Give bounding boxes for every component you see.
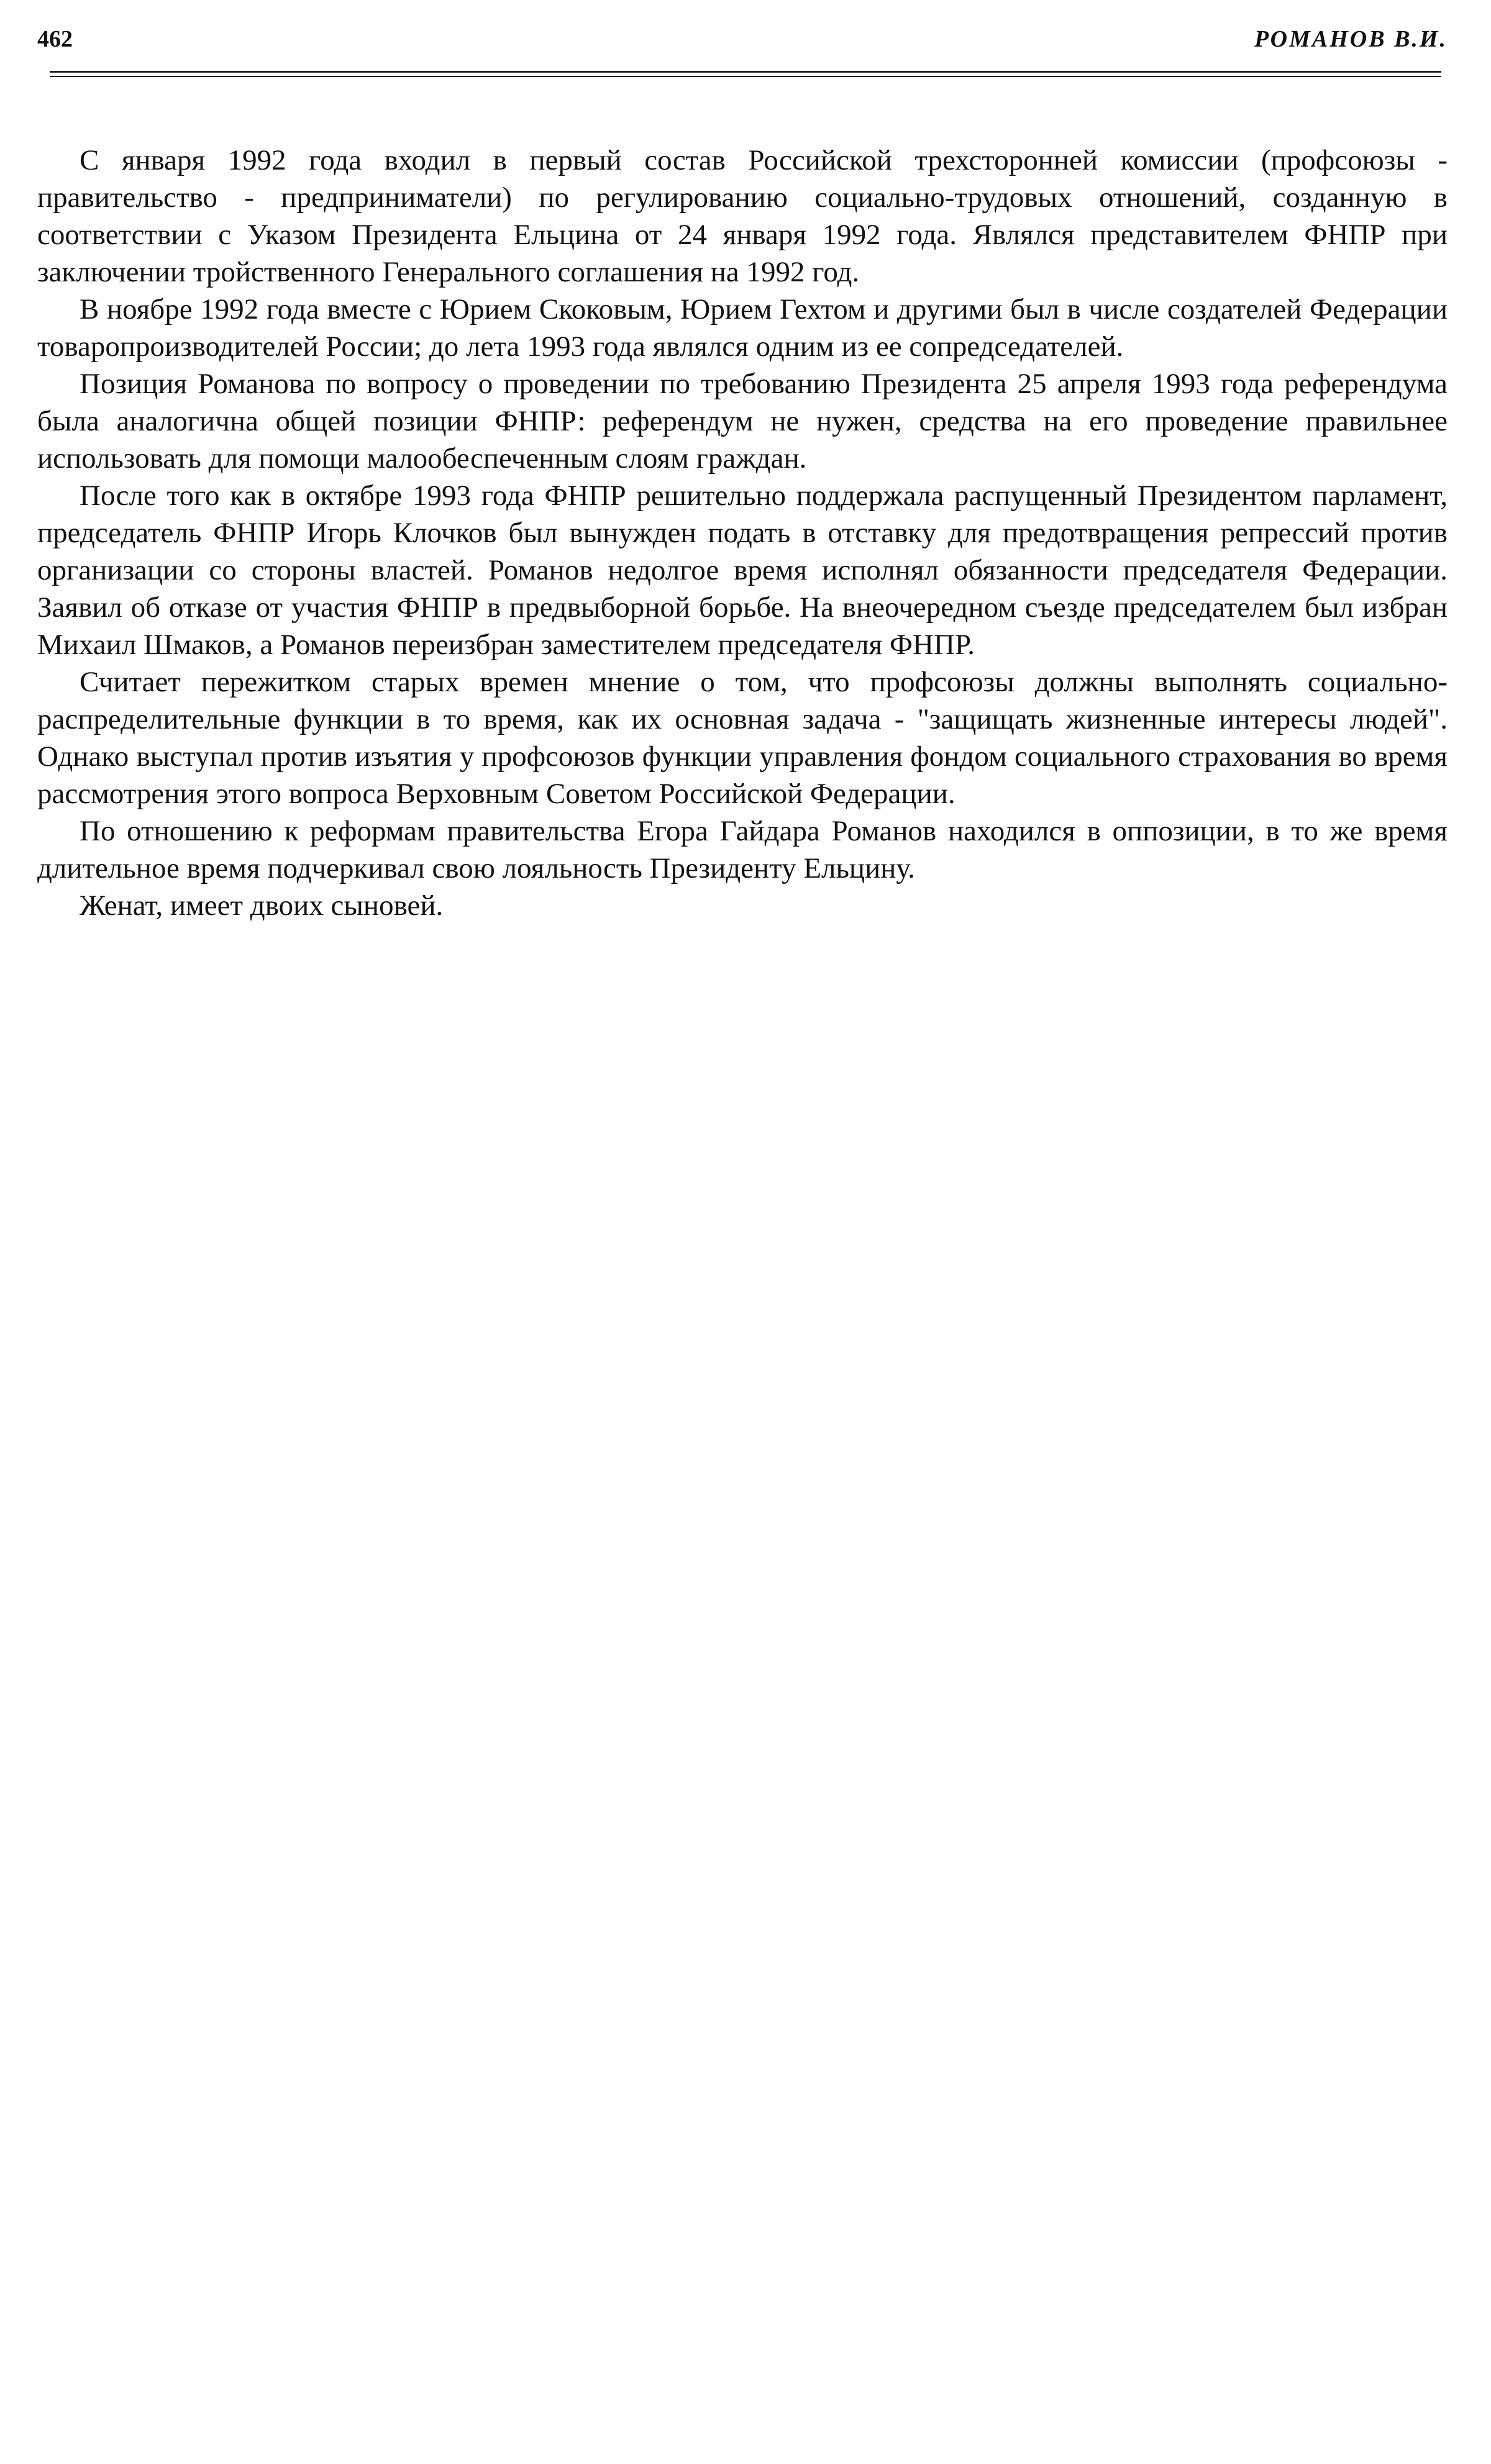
- paragraph-family: Женат, имеет двоих сыновей.: [80, 889, 444, 922]
- article-body: [37, 142, 1448, 924]
- header-rule-top: [50, 71, 1441, 73]
- page-header: [37, 24, 1448, 55]
- paragraph-commission: С января 1992 года входил в первый состав Российской трехсторонней комиссии (профсоюзы - правительство - предприниматели) по регулированию социально-трудовых отношений, созданную в соответствии с Указом Президента Ельцина от 24 января 1992 года. Являлся представителем ФНПР при заключении тройственного Генерального соглашения на 1992 год.: [37, 144, 1448, 288]
- paragraph-social-functions: Считает пережитком старых времен мнение о том, что профсоюзы должны выполнять социально-распределительные функции в то время, как их основная задача - "защищать жизненные интересы людей". Однако выступал против изъятия у профсоюзов функции управления фондом социального страхования во время рассмотрения этого вопроса Верховным Советом Российской Федерации.: [37, 666, 1448, 810]
- paragraph-federation: В ноябре 1992 года вместе с Юрием Скоковым, Юрием Гехтом и другими был в числе создателей Федерации товаропроизводителей России; до лета 1993 года являлся одним из ее сопредседателей.: [37, 293, 1448, 363]
- paragraph-october-1993: После того как в октябре 1993 года ФНПР решительно поддержала распущенный Президентом парламент, председатель ФНПР Игорь Клочков был вынужден подать в отставку для предотвращения репрессий против организации со стороны властей. Романов недолгое время исполнял обязанности председателя Федерации. Заявил об отказе от участия ФНПР в предвыборной борьбе. На внеочередном съезде председателем был избран Михаил Шмаков, а Романов переизбран заместителем председателя ФНПР.: [37, 480, 1448, 661]
- header-rule-bottom: [50, 76, 1441, 77]
- page-number: 462: [37, 26, 73, 52]
- running-head: РОМАНОВ В.И.: [1254, 26, 1448, 52]
- paragraph-referendum: Позиция Романова по вопросу о проведении по требованию Президента 25 апреля 1993 года референдума была аналогична общей позиции ФНПР: референдум не нужен, средства на его проведение правильнее использовать для помощи малообеспеченным слоям граждан.: [37, 368, 1448, 475]
- paragraph-reforms: По отношению к реформам правительства Егора Гайдара Романов находился в оппозиции, в то же время длительное время подчеркивал свою лояльность Президенту Ельцину.: [37, 815, 1448, 884]
